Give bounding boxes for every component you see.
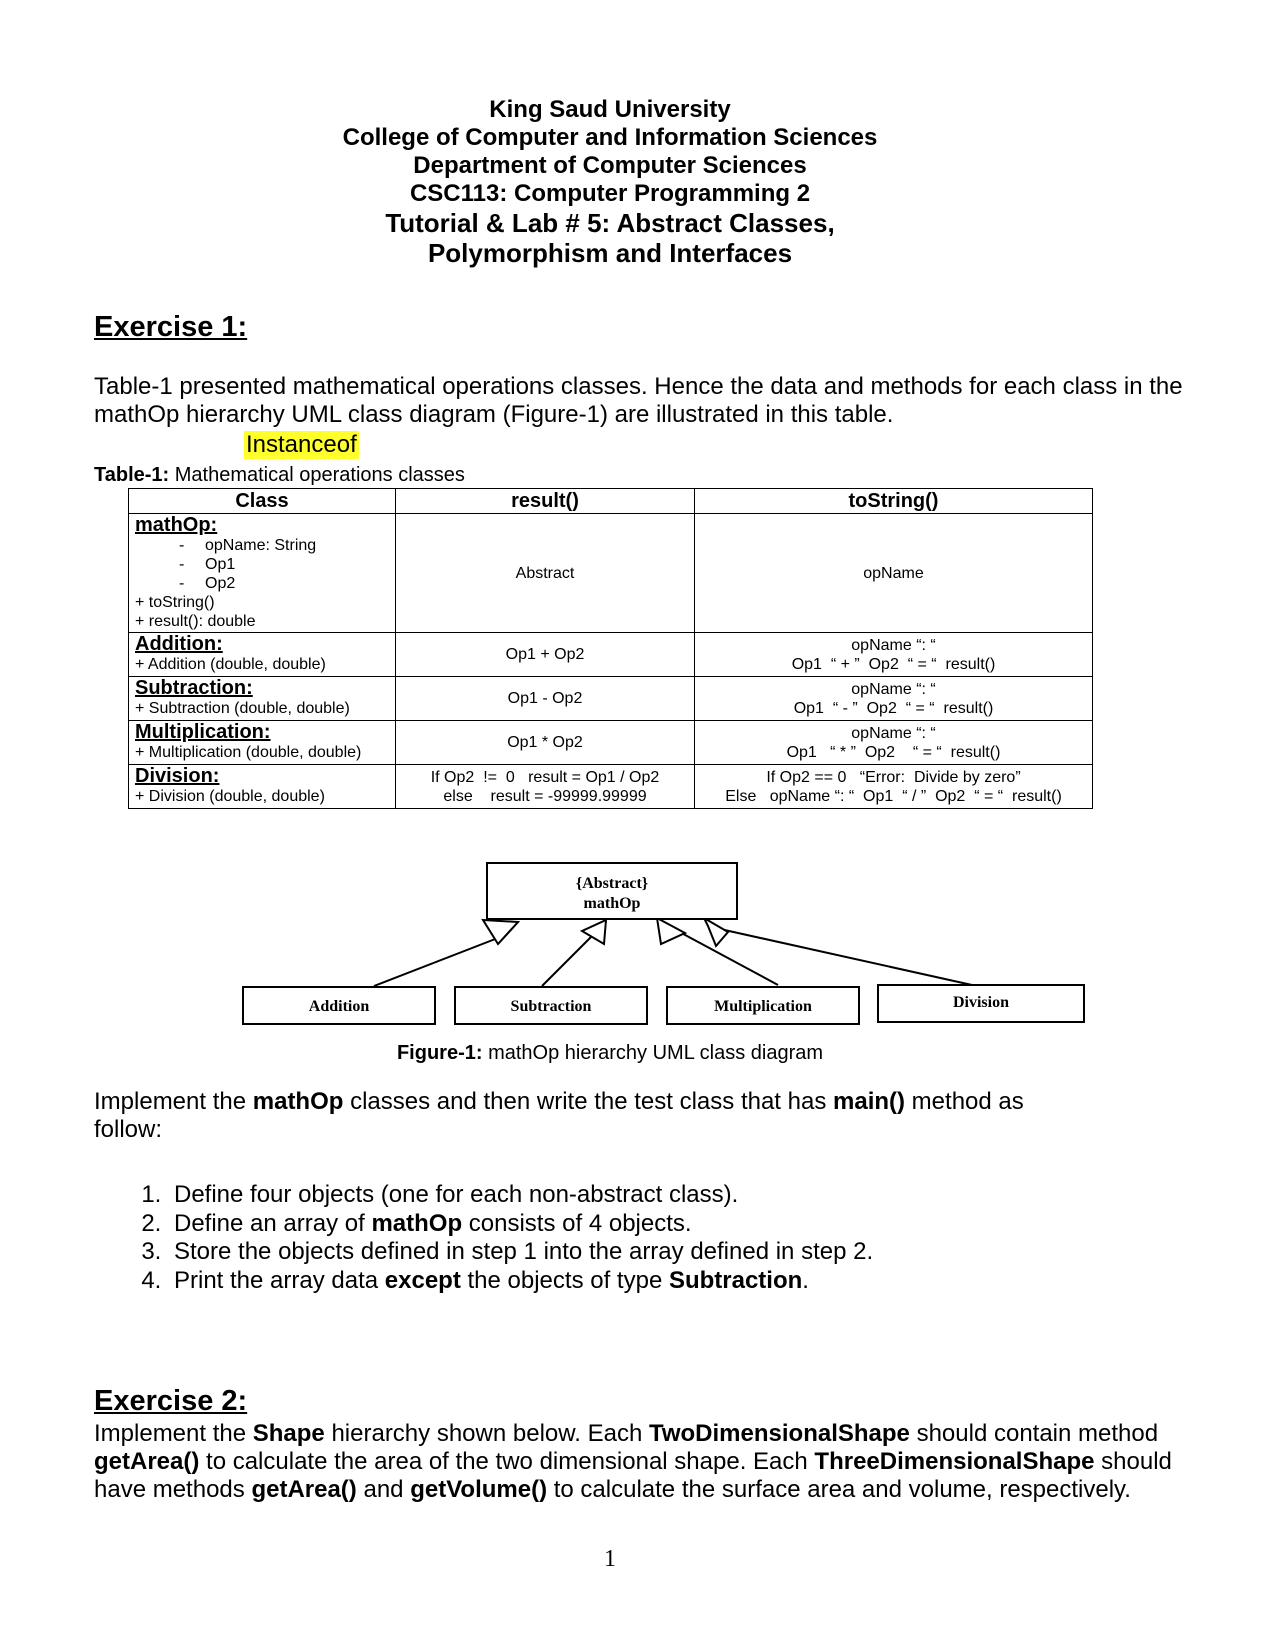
uml-class-mathop — [486, 862, 738, 920]
class-label: mathOp — [583, 895, 641, 912]
steps-list — [130, 1181, 1168, 1296]
attribute: - Op2 — [135, 574, 391, 593]
course-title: CSC113: Computer Programming 2 — [409, 180, 811, 207]
class-name: Addition: — [135, 633, 223, 655]
figure-caption: Figure-1: mathOp hierarchy UML class diagram — [396, 1042, 824, 1064]
attribute: - opName: String — [135, 536, 391, 555]
class-name: mathOp: — [135, 514, 218, 536]
table-caption: Table-1: Mathematical operations classes — [94, 464, 465, 486]
result-cell: Op1 + Op2 — [396, 633, 695, 677]
result-cell: If Op2 != 0 result = Op1 / Op2 else result = -99999.99999 — [396, 765, 695, 809]
inheritance-arrow-icon — [704, 918, 728, 946]
list-item: 2. Define an array of mathOp consists of 4 objects. — [168, 1210, 1168, 1239]
class-name: Multiplication: — [135, 721, 271, 743]
inheritance-line — [720, 929, 972, 985]
inheritance-line — [374, 936, 503, 986]
lab-title-line1: Tutorial & Lab # 5: Abstract Classes, — [385, 208, 835, 238]
tostring-cell: opName “: “ Op1 “ + ” Op2 “ = “ result() — [695, 633, 1093, 677]
class-name: Division: — [135, 765, 220, 787]
inheritance-arrow-icon — [582, 920, 606, 944]
exercise1-intro: Table-1 presented mathematical operations classes. Hence the data and methods for each class in the mathOp hierarchy UML class diagram (Figure-1) are illustrated in this table. — [94, 373, 1183, 428]
constructor: + Subtraction (double, double) — [135, 700, 350, 717]
uml-class-division: Division — [877, 984, 1085, 1023]
constructor: + Addition (double, double) — [135, 656, 326, 673]
stereotype-label: {Abstract} — [575, 875, 649, 892]
list-item: 3. Store the objects defined in step 1 into the array defined in step 2. — [168, 1238, 1168, 1267]
header-result: result() — [396, 489, 695, 514]
uml-class-addition: Addition — [242, 986, 436, 1025]
exercise1-heading: Exercise 1: — [94, 311, 248, 343]
implementation-instructions: Implement the mathOp classes and then write the test class that has main() method as follow: — [94, 1088, 1024, 1143]
tostring-cell: opName “: “ Op1 “ * ” Op2 “ = “ result() — [695, 721, 1093, 765]
list-item: 4. Print the array data except the objects of type Subtraction. — [168, 1267, 1168, 1296]
constructor: + Multiplication (double, double) — [135, 744, 362, 761]
header-class: Class — [129, 489, 396, 514]
result-cell: Op1 * Op2 — [396, 721, 695, 765]
result-cell: Op1 - Op2 — [396, 677, 695, 721]
method: + toString() — [135, 594, 215, 611]
header-tostring: toString() — [695, 489, 1093, 514]
tostring-cell: opName — [695, 514, 1093, 633]
uml-class-multiplication: Multiplication — [666, 986, 860, 1025]
highlighted-note: Instanceof — [246, 431, 357, 458]
result-cell: Abstract — [396, 514, 695, 633]
method: + result(): double — [135, 613, 256, 630]
class-name: Subtraction: — [135, 677, 253, 699]
constructor: + Division (double, double) — [135, 788, 325, 805]
list-item: 1. Define four objects (one for each non-abstract class). — [168, 1181, 1168, 1210]
tostring-cell: opName “: “ Op1 “ - ” Op2 “ = “ result() — [695, 677, 1093, 721]
exercise2-instructions: Implement the Shape hierarchy shown below. Each TwoDimensionalShape should contain method getArea() to calculate the area of the two dimensional shape. Each ThreeDimensionalShape should have methods getArea() and getVolume() to calculate the surface area and volume, respectively. — [94, 1420, 1172, 1503]
attribute: - Op1 — [135, 555, 391, 574]
exercise2-heading: Exercise 2: — [94, 1385, 248, 1417]
department-name: Department of Computer Sciences — [413, 152, 807, 179]
university-name: King Saud University — [489, 96, 731, 123]
inheritance-line — [542, 936, 592, 986]
inheritance-arrow-icon — [483, 920, 518, 944]
tostring-cell: If Op2 == 0 “Error: Divide by zero” Else opName “: “ Op1 “ / ” Op2 “ = “ result() — [695, 765, 1093, 809]
uml-class-subtraction: Subtraction — [454, 986, 648, 1025]
inheritance-arrow-icon — [657, 918, 685, 944]
page-number: 1 — [604, 1546, 616, 1572]
college-name: College of Computer and Information Sciences — [342, 124, 878, 151]
lab-title-line2: Polymorphism and Interfaces — [427, 238, 793, 268]
